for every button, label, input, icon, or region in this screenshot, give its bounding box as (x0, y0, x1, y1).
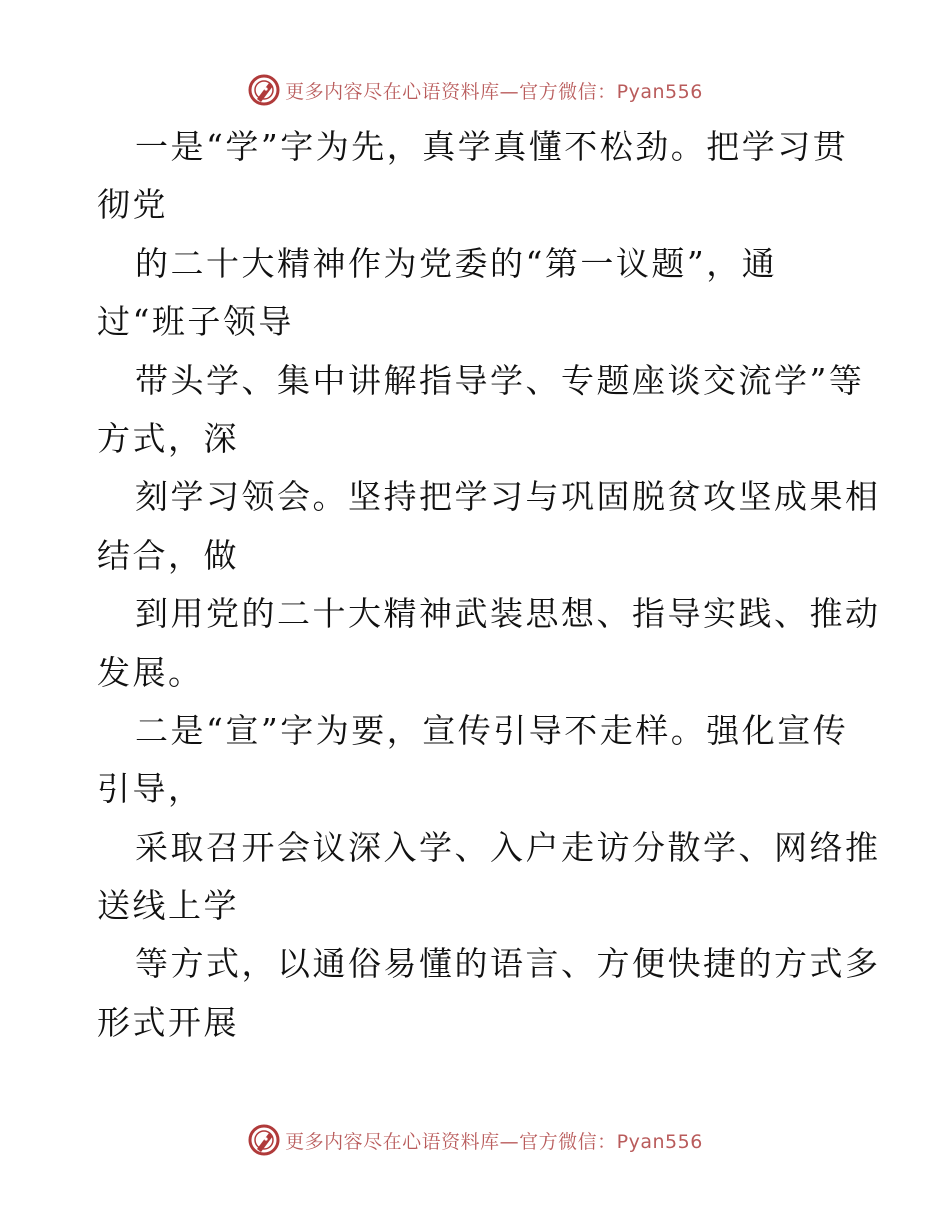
paragraph-line: 一是“学”字为先，真学真懂不松劲。把学习贯 (135, 127, 849, 166)
footer-banner-text: 更多内容尽在心语资料库—官方微信：Pyan556 (285, 1130, 703, 1153)
paragraph-line: 过“班子领导 (97, 302, 294, 342)
paragraph-line: 的二十大精神作为党委的“第一议题”，通 (135, 243, 778, 283)
pen-nib-logo-icon (247, 73, 281, 107)
pen-nib-logo-icon (247, 1123, 281, 1157)
footer-banner (0, 1120, 950, 1160)
paragraph-line: 形式开展 (97, 1002, 239, 1042)
document-body (97, 118, 881, 1052)
paragraph-line: 二是“宣”字为要，宣传引导不走样。强化宣传 (135, 710, 849, 750)
paragraph-line: 结合，做 (97, 535, 239, 575)
header-banner-text: 更多内容尽在心语资料库—官方微信：Pyan556 (285, 80, 703, 103)
paragraph-line: 到用党的二十大精神武装思想、指导实践、推动 (135, 594, 881, 634)
paragraph-line: 带头学、集中讲解指导学、专题座谈交流学”等 (135, 360, 865, 400)
paragraph-line: 引导， (97, 769, 204, 809)
paragraph-line: 采取召开会议深入学、入户走访分散学、网络推 (135, 827, 881, 867)
paragraph-line: 等方式，以通俗易懂的语言、方便快捷的方式多 (135, 944, 881, 984)
paragraph-line: 彻党 (97, 185, 168, 225)
paragraph-line: 方式，深 (97, 418, 239, 458)
paragraph-line: 发展。 (97, 652, 204, 692)
paragraph-line: 刻学习领会。坚持把学习与巩固脱贫攻坚成果相 (135, 477, 881, 517)
paragraph-line: 送线上学 (97, 886, 239, 926)
header-banner (0, 70, 950, 110)
